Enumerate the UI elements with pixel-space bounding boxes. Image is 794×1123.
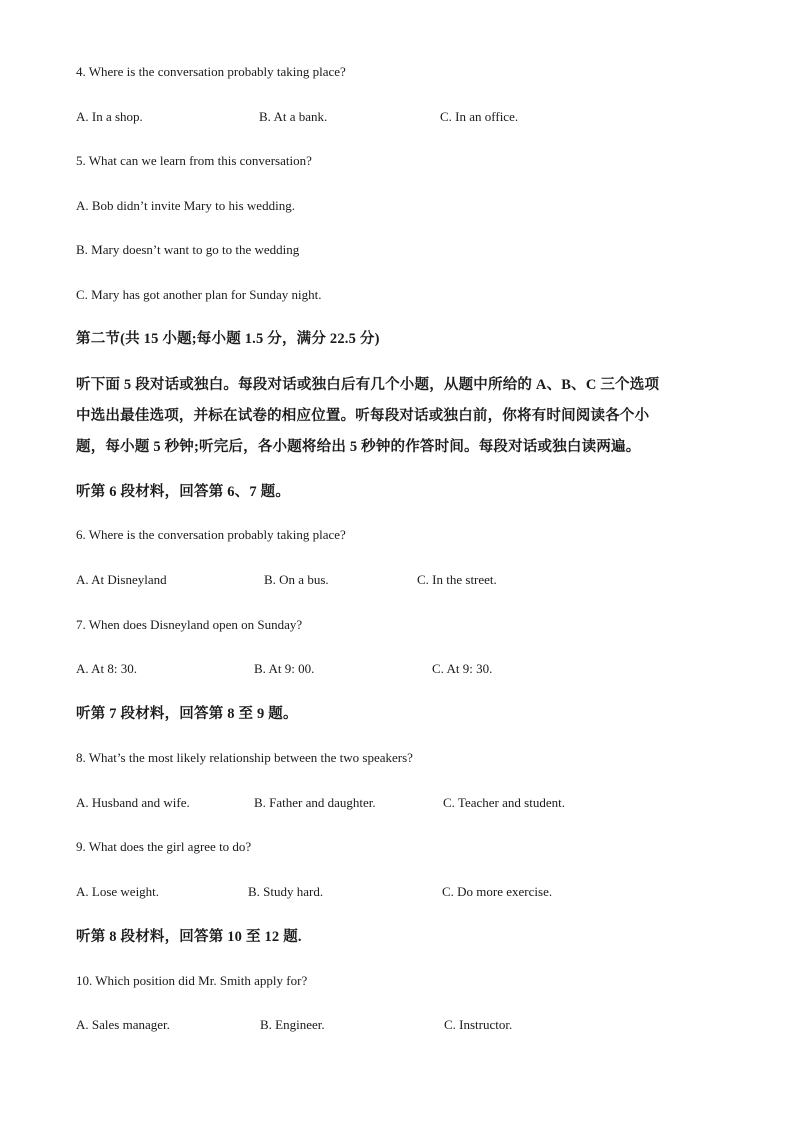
q8-option-b: B. Father and daughter.: [254, 795, 376, 810]
q6-option-a: A. At Disneyland: [76, 572, 167, 587]
question-9: 9. What does the girl agree to do?: [76, 839, 252, 854]
question-6: 6. Where is the conversation probably taking place?: [76, 527, 346, 542]
q4-option-b: B. At a bank.: [259, 109, 328, 124]
q7-option-b: B. At 9: 00.: [254, 661, 315, 676]
q10-option-a: A. Sales manager.: [76, 1017, 170, 1032]
question-7: 7. When does Disneyland open on Sunday?: [76, 617, 303, 632]
section-2-instructions-line-2: 中选出最佳选项，并标在试卷的相应位置。听每段对话或独白前，你将有时间阅读各个小: [76, 408, 650, 424]
q5-option-b: B. Mary doesn’t want to go to the wedding: [76, 242, 300, 257]
section-2-instructions-line-1: 听下面 5 段对话或独白。每段对话或独白后有几个小题，从题中所给的 A、B、C 三个选项: [76, 377, 660, 393]
q6-option-c: C. In the street.: [417, 572, 497, 587]
question-10: 10. Which position did Mr. Smith apply for?: [76, 973, 308, 988]
q5-option-c: C. Mary has got another plan for Sunday night.: [76, 287, 322, 302]
q4-option-a: A. In a shop.: [76, 109, 143, 124]
question-5: 5. What can we learn from this conversation?: [76, 153, 312, 168]
question-4: 4. Where is the conversation probably taking place?: [76, 64, 346, 79]
question-8: 8. What’s the most likely relationship between the two speakers?: [76, 750, 413, 765]
q5-option-a: A. Bob didn’t invite Mary to his wedding.: [76, 198, 295, 213]
section-2-heading: 第二节(共 15 小题;每小题 1.5 分，满分 22.5 分): [76, 331, 380, 347]
material-6-heading: 听第 6 段材料，回答第 6、7 题。: [76, 484, 291, 500]
q9-option-b: B. Study hard.: [248, 884, 324, 899]
q7-option-a: A. At 8: 30.: [76, 661, 138, 676]
q4-option-c: C. In an office.: [440, 109, 519, 124]
q9-option-a: A. Lose weight.: [76, 884, 160, 899]
q9-option-c: C. Do more exercise.: [442, 884, 553, 899]
material-8-heading: 听第 8 段材料，回答第 10 至 12 题.: [76, 929, 302, 945]
q10-option-b: B. Engineer.: [260, 1017, 325, 1032]
section-2-instructions-line-3: 题，每小题 5 秒钟;听完后，各小题将给出 5 秒钟的作答时间。每段对话或独白读两遍。: [76, 439, 641, 455]
q8-option-c: C. Teacher and student.: [443, 795, 565, 810]
q10-option-c: C. Instructor.: [444, 1017, 513, 1032]
material-7-heading: 听第 7 段材料，回答第 8 至 9 题。: [76, 706, 298, 722]
q8-option-a: A. Husband and wife.: [76, 795, 190, 810]
q6-option-b: B. On a bus.: [264, 572, 329, 587]
q7-option-c: C. At 9: 30.: [432, 661, 493, 676]
